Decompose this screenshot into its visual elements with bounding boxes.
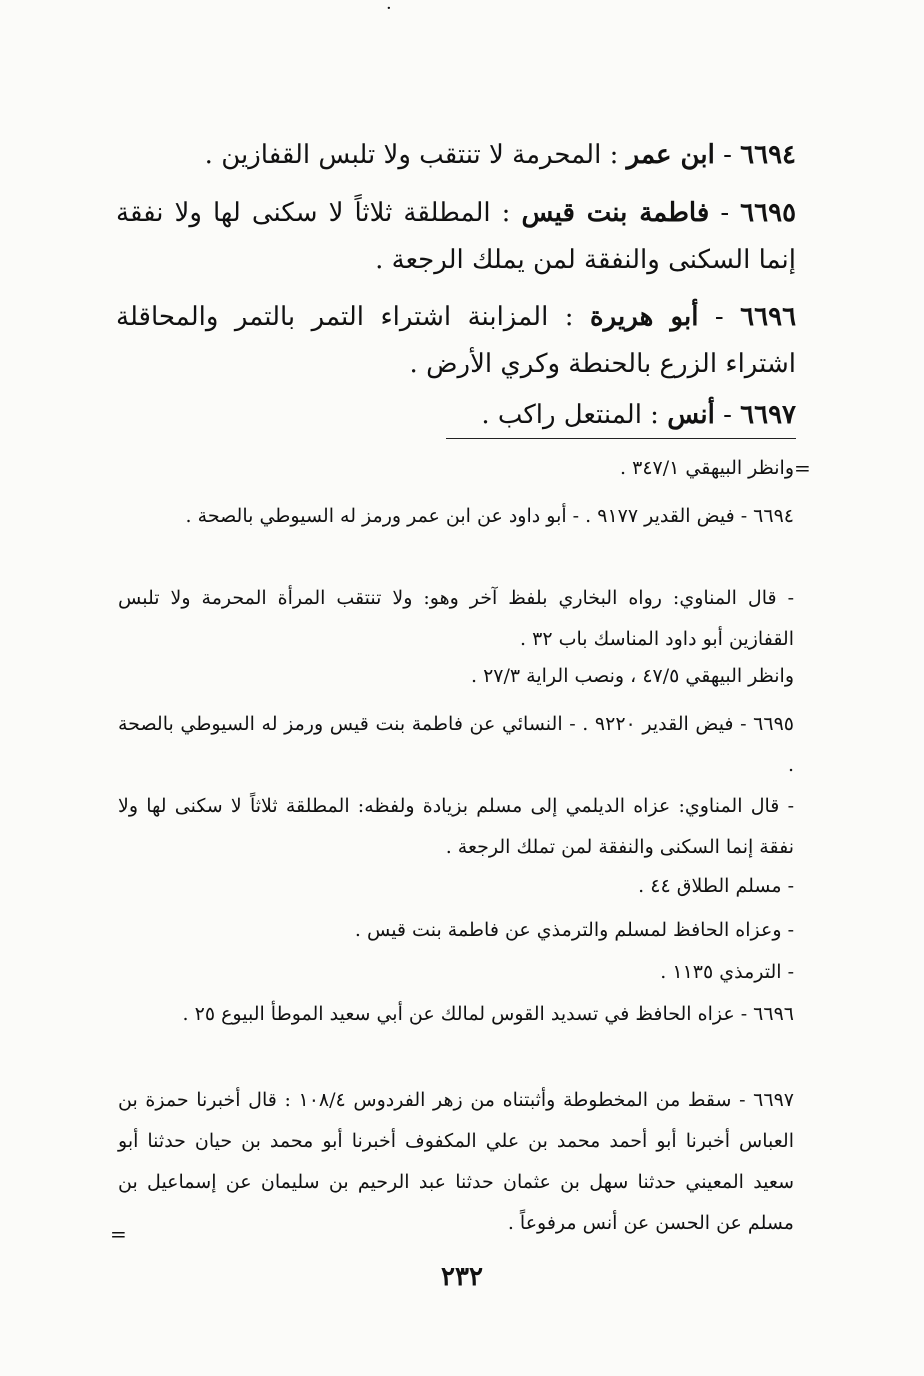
entry-text: : المنتعل راكب . (481, 400, 659, 430)
entry-text: : المطلقة ثلاثاً لا سكنى لها ولا نفقة إنما السكنى والنفقة لمن يملك الرجعة . (116, 198, 796, 275)
footnote (118, 578, 794, 660)
footnote (118, 866, 794, 907)
footnote-6697 (118, 1080, 794, 1244)
footnote-text: وانظر البيهقي ٤٧/٥ ، ونصب الراية ٢٧/٣ . (471, 665, 794, 687)
narrator-name: أبو هريرة (590, 302, 699, 332)
entry-number: ٦٦٩٤ (740, 140, 796, 170)
footnote-text: ٦٦٩٧ - سقط من المخطوطة وأثبتناه من زهر الفردوس ١٠٨/٤ : قال أخبرنا حمزة بن العباس أخبرنا أبو أحمد محمد بن علي المكفوف أخبرنا أبو محمد بن حيان حدثنا أبو سعيد المعيني حدثنا سهل بن عثمان حدثنا عبد الرحيم بن سليمان عن إسماعيل بن مسلم عن الحسن عن أنس مرفوعاً . (118, 1089, 794, 1234)
footnote-text: - قال المناوي: عزاه الديلمي إلى مسلم بزيادة ولفظه: المطلقة ثلاثاً لا سكنى لها ولا نفقة إنما السكنى والنفقة لمن تملك الرجعة . (118, 795, 794, 858)
footnote-text: - الترمذي ١١٣٥ . (660, 961, 794, 983)
narrator-name: فاطمة بنت قيس (521, 198, 710, 228)
footnote-text: - مسلم الطلاق ٤٤ . (638, 875, 794, 897)
footnote (118, 786, 794, 868)
footnote (118, 448, 794, 489)
entry-text: : المحرمة لا تنتقب ولا تلبس القفازين . (204, 140, 619, 170)
entry-number: ٦٦٩٦ (740, 302, 797, 332)
page-number: ٢٣٢ (441, 1262, 483, 1292)
footnote-6695 (118, 704, 794, 786)
entry-text: : المزابنة اشتراء التمر بالتمر والمحاقلة اشتراء الزرع بالحنطة وكري الأرض . (116, 302, 796, 379)
footnote-separator-rule (446, 438, 796, 439)
main-entry-6695 (116, 190, 796, 284)
main-entry-6694 (116, 132, 796, 179)
footnote-text: ٦٦٩٥ - فيض القدير ٩٢٢٠ . - النسائي عن فاطمة بنت قيس ورمز له السيوطي بالصحة . (118, 713, 794, 776)
main-entry-6697 (116, 392, 796, 439)
footnote-text: ٦٦٩٦ - عزاه الحافظ في تسديد القوس لمالك عن أبي سعيد الموطأ البيوع ٢٥ . (182, 1003, 794, 1025)
continuation-mark-bottom: = (110, 1222, 127, 1246)
footnote-text: - قال المناوي: رواه البخاري بلفظ آخر وهو: ولا تنتقب المرأة المحرمة ولا تلبس القفازين أبو داود المناسك باب ٣٢ . (118, 587, 794, 650)
entry-dash: - (723, 400, 732, 430)
main-entry-6696 (116, 294, 796, 388)
entry-number: ٦٦٩٥ (740, 198, 797, 228)
footnote-6694 (118, 496, 794, 537)
narrator-name: ابن عمر (626, 140, 715, 170)
entry-dash: - (714, 302, 724, 332)
footnote-text: وانظر البيهقي ٣٤٧/١ . (620, 457, 794, 479)
continuation-mark-top: = (794, 456, 811, 480)
entry-dash: - (720, 198, 730, 228)
entry-number: ٦٦٩٧ (740, 400, 796, 430)
footnote-text: - وعزاه الحافظ لمسلم والترمذي عن فاطمة بنت قيس . (354, 919, 794, 941)
top-mark: · (386, 0, 392, 19)
entry-dash: - (723, 140, 732, 170)
narrator-name: أنس (667, 400, 715, 430)
footnote (118, 952, 794, 993)
footnote (118, 910, 794, 951)
footnote-6696 (118, 994, 794, 1035)
footnote-text: ٦٦٩٤ - فيض القدير ٩١٧٧ . - أبو داود عن ابن عمر ورمز له السيوطي بالصحة . (185, 505, 794, 527)
footnote (118, 656, 794, 697)
